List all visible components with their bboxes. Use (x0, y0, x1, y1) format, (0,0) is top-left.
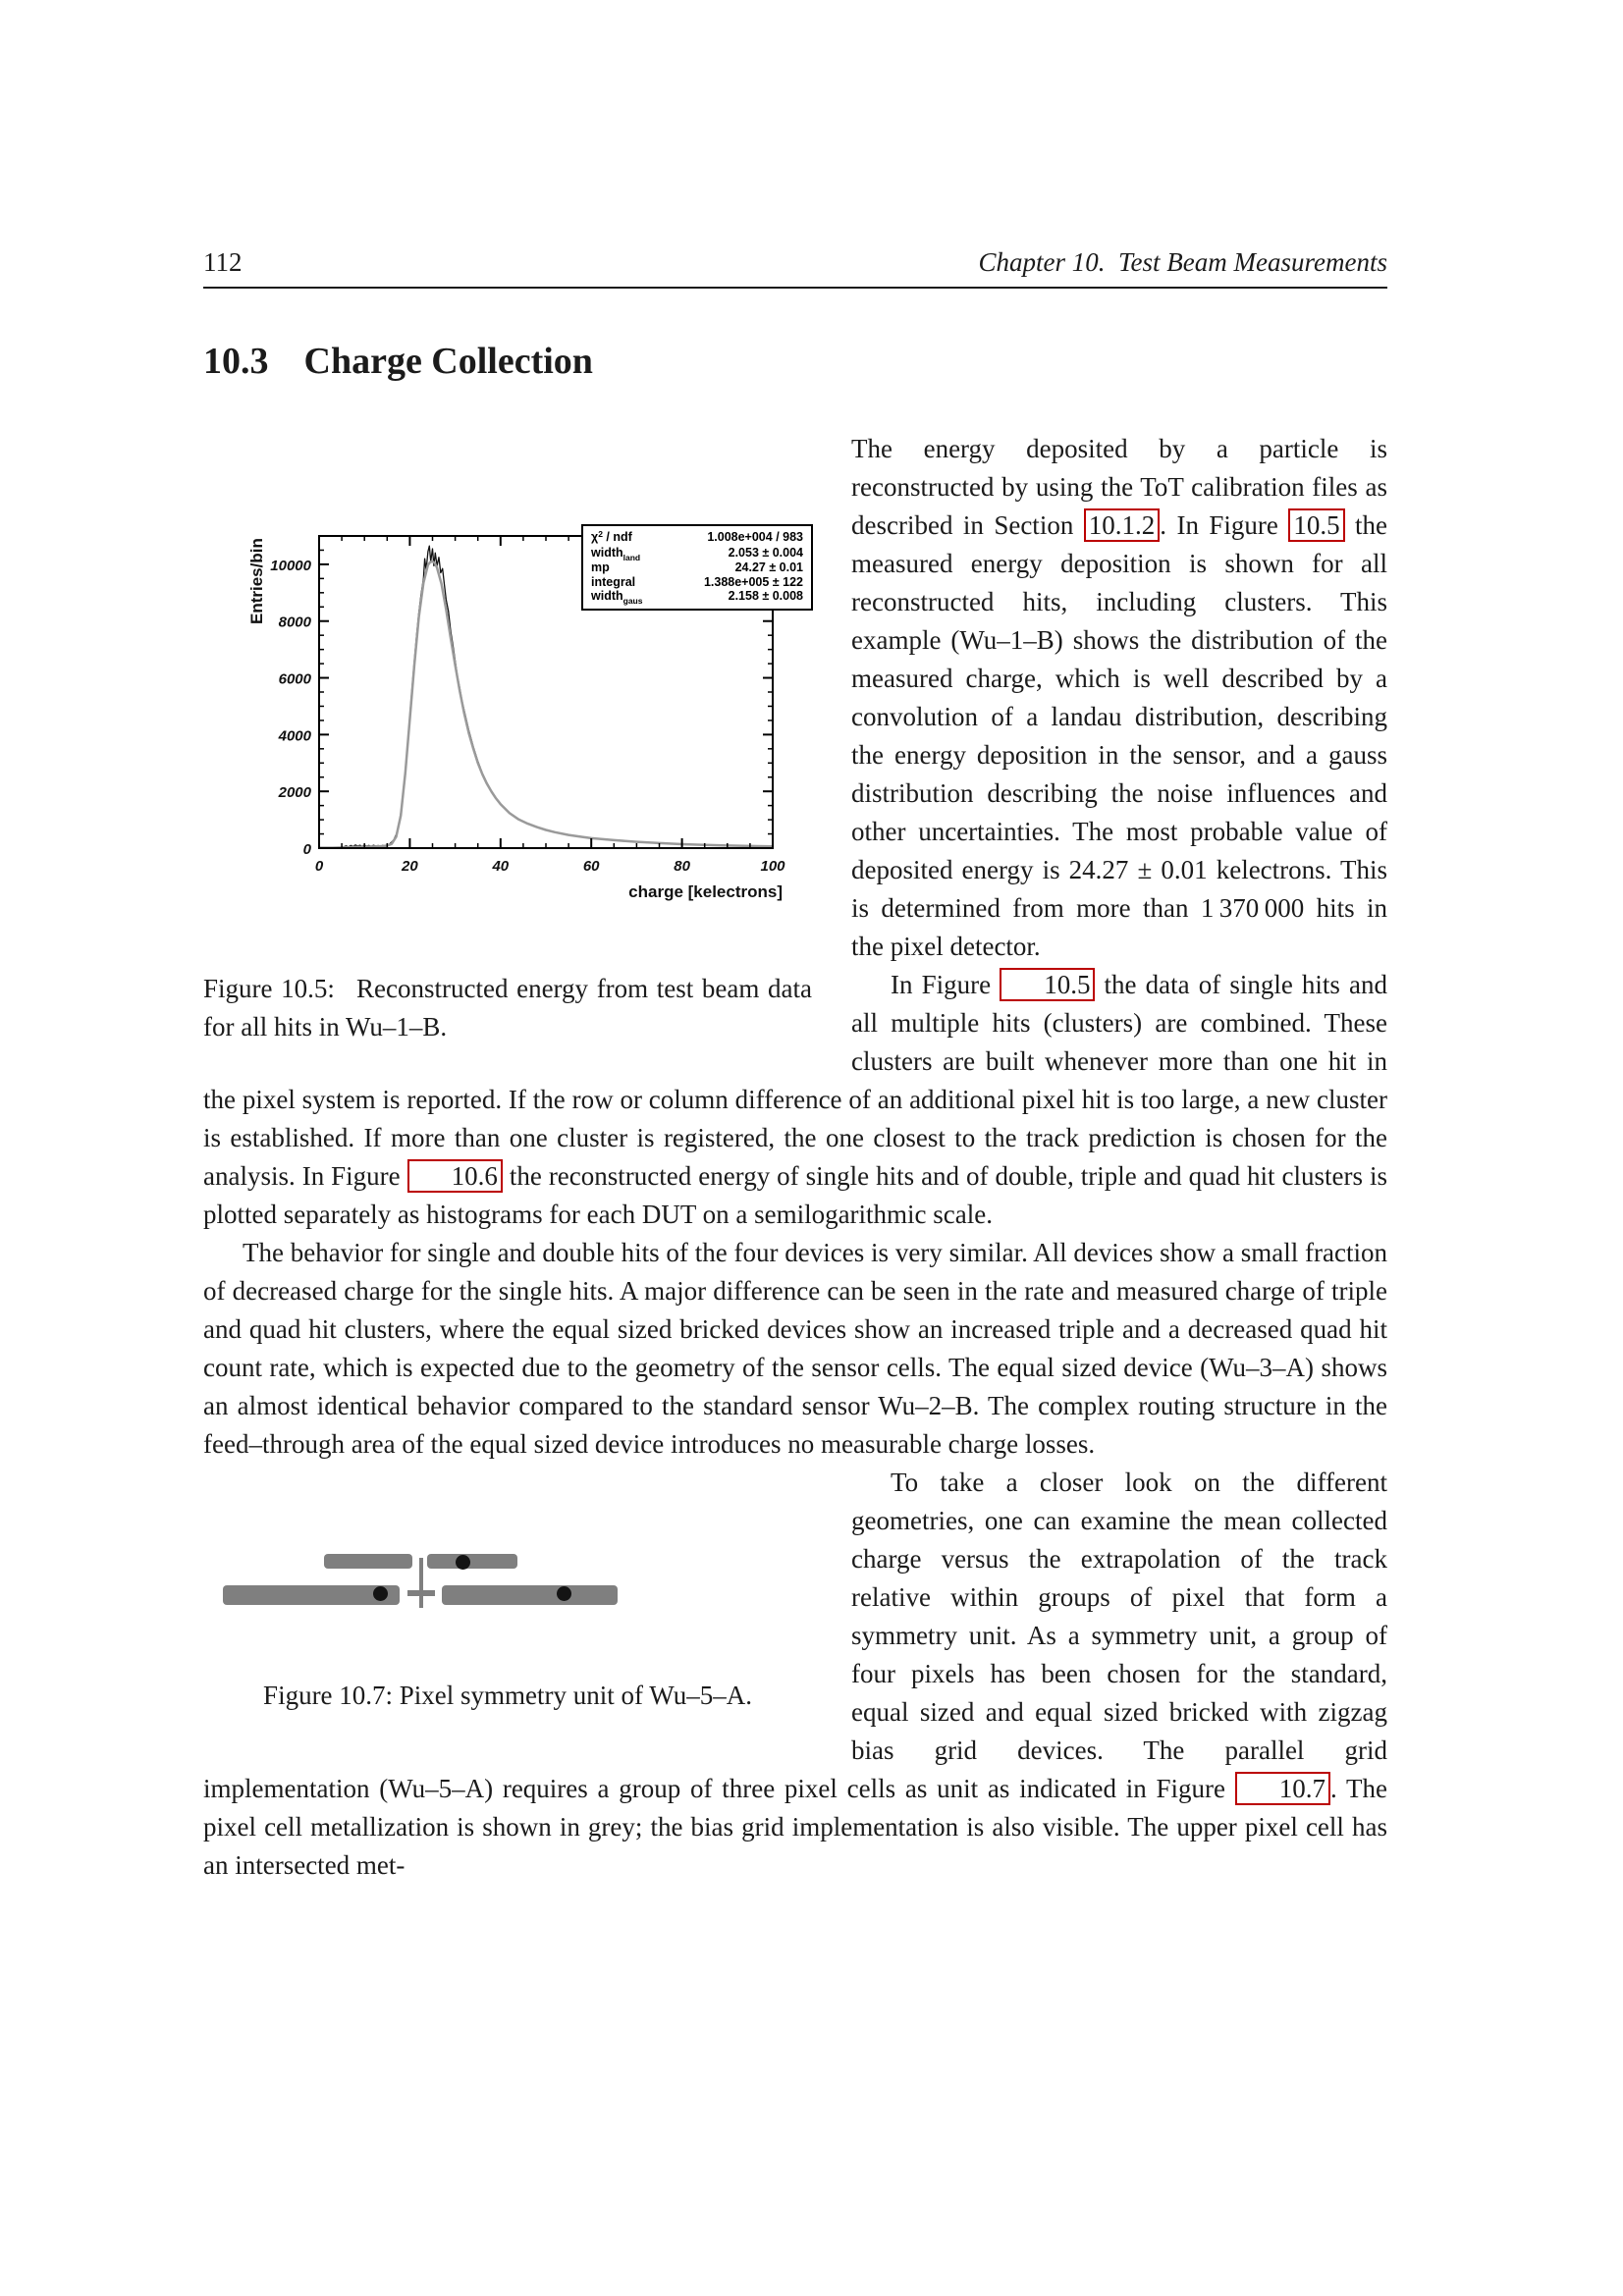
paragraph-symmetry-unit: To take a closer look on the different geometries, one can examine the mean collected charge versus the extrapolation of the track relative within groups of pixel that form a symmetry unit. As a symmetry unit, a group of four pixels has been chosen for the standard, equal sized and equal sized bricked with zigzag bias grid devices. The parallel grid implementation (Wu–5–A) requires a group of three pixel cells as unit as indicated in Figure 10.7 . The pixel cell metallization is shown in grey; the bias grid implementation is also visible. The upper pixel cell has an intersected met- (203, 1468, 1387, 1880)
cross-reference[interactable]: 10.1.2 (1084, 508, 1161, 542)
svg-text:80: 80 (674, 858, 690, 875)
svg-text:20: 20 (402, 858, 418, 875)
stat-row: width$_{land}$ 2.053 ± 0.004 (591, 545, 803, 562)
content (203, 430, 1387, 1885)
svg-text:10000: 10000 (270, 557, 311, 574)
bias-grid-cross-horizontal (407, 1590, 435, 1596)
svg-text:charge [kelectrons]: charge [kelectrons] (628, 882, 783, 901)
stat-row: $\chi^2$ / ndf 1.008e+004 / 983 (591, 529, 803, 544)
pixel-cell-top-left (324, 1554, 412, 1569)
stat-row: width$_{gaus}$ 2.158 ± 0.008 (591, 589, 803, 607)
pixel-symmetry-graphic (203, 1554, 812, 1608)
svg-text:0: 0 (314, 858, 324, 875)
page-number: 112 (203, 247, 243, 277)
running-header (203, 247, 1387, 277)
section-title: Charge Collection (303, 341, 593, 382)
chart-wrap (203, 487, 812, 911)
figure-10-5 (203, 430, 812, 1046)
bias-dot-top-right (456, 1555, 470, 1570)
figure-10-5-caption: Figure 10.5: Reconstructed energy from test beam data for all hits in Wu–1–B. (203, 974, 812, 1041)
bias-dot-bottom-left (373, 1586, 388, 1601)
svg-text:2000: 2000 (278, 784, 311, 802)
page (203, 247, 1387, 1885)
svg-text:6000: 6000 (278, 670, 311, 688)
figure-10-7-caption: Figure 10.7: Pixel symmetry unit of Wu–5–A. (263, 1681, 752, 1710)
pixel-cell-top-right (427, 1554, 517, 1569)
svg-text:60: 60 (582, 858, 600, 875)
svg-text:0: 0 (302, 841, 311, 858)
bias-grid-cross-vertical (419, 1558, 423, 1608)
figure-10-7 (203, 1464, 812, 1715)
cross-reference[interactable]: 10.5 (1288, 508, 1344, 542)
pixel-cell-bottom-right (442, 1585, 618, 1605)
paragraph-behavior: The behavior for single and double hits of the four devices is very similar. All devices show a small fraction of decreased charge for the single hits. A major difference can be seen in the rate and measured charge of triple and quad hit clusters, where the equal sized bricked devices show an increased triple and a decreased quad hit count rate, which is expected due to the geometry of the sensor cells. The equal sized device (Wu–3–A) shows an almost identical behavior compared to the standard sensor Wu–2–B. The complex routing structure in the feed–through area of the equal sized device introduces no measurable charge losses. (203, 1238, 1387, 1459)
bias-dot-bottom-right (557, 1586, 571, 1601)
chapter-header: Chapter 10. Test Beam Measurements (978, 247, 1387, 277)
section-number: 10.3 (203, 341, 269, 382)
paragraph-energy-deposit: The energy deposited by a particle is reconstructed by using the ToT calibration files as described in Section 10.1.2 . In Figure 10.5 the measured energy deposition is shown for all reconstructed hits, including clusters. This example (Wu–1–B) shows the distribution of the measured charge, which is well described by a convolution of a landau distribution, describing the energy deposition in the sensor, and a gauss distribution describing the noise influences and other uncertainties. The most probable value of deposited energy is 24.27 ± 0.01 kelectrons. This is determined from more than 1 370 000 hits in the pixel detector. (851, 434, 1387, 961)
stat-row: mp 24.27 ± 0.01 (591, 561, 803, 575)
cross-reference[interactable]: 10.7 (1235, 1772, 1330, 1805)
header-rule (203, 287, 1387, 289)
svg-text:100: 100 (760, 858, 785, 875)
cross-reference[interactable]: 10.6 (407, 1159, 503, 1193)
fit-stats-box (581, 524, 813, 611)
svg-text:Entries/bin: Entries/bin (247, 538, 266, 624)
svg-text:8000: 8000 (278, 614, 311, 631)
svg-text:4000: 4000 (278, 727, 311, 745)
section-heading (203, 340, 1387, 383)
paragraph-clusters: In Figure 10.5 the data of single hits and all multiple hits (clusters) are combined. These clusters are built whenever more than one hit in the pixel system is reported. If the row or column difference of an additional pixel hit is too large, a new cluster is established. If more than one cluster is registered, the one closest to the track prediction is chosen for the analysis. In Figure 10.6 the reconstructed energy of single hits and of double, triple and quad hit clusters is plotted separately as histograms for each DUT on a semilogarithmic scale. (203, 970, 1388, 1229)
svg-text:40: 40 (492, 858, 510, 875)
cross-reference[interactable]: 10.5 (1000, 968, 1095, 1001)
stat-row: integral 1.388e+005 ± 122 (591, 574, 803, 589)
